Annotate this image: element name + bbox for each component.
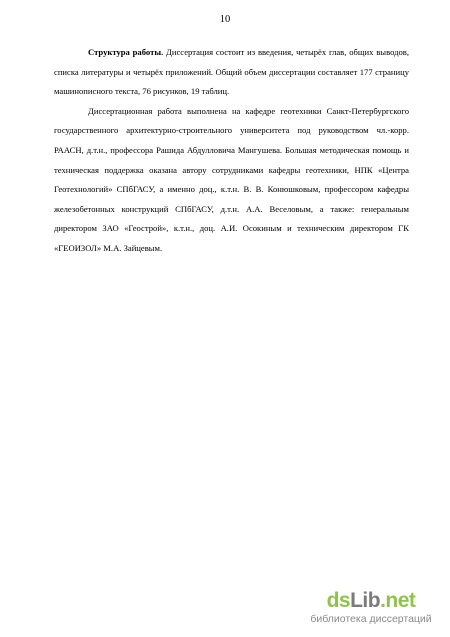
paragraph-lead-bold: Структура работы. — [88, 47, 164, 57]
dslib-logo — [306, 590, 436, 612]
document-body — [54, 43, 409, 259]
logo-part-ds: ds — [326, 589, 351, 612]
dslib-watermark — [306, 590, 436, 625]
paragraph-text: Диссертационная работа выполнена на кафедре геотехники Санкт-Петербургского государственного архитектурно-строительного университета под руководством чл.-корр. РААСН, д.т.н., профессора Рашида Абдулловича Мангушева. Большая методическая помощь и техническая поддержка оказана автору сотрудниками кафедры геотехники, НПК «Центра Геотехнологий» СПбГАСУ, а именно доц., к.т.н. В. В. Конюшковым, профессором кафедры железобетонных конструкций СПбГАСУ, д.т.н. А.А. Веселовым, а также: генеральным директором ЗАО «Геострой», к.т.н., доц. А.И. Осокиным и техническим директором ГК «ГЕОИЗОЛ» М.А. Зайцевым. — [54, 105, 409, 253]
paragraph-structure — [54, 43, 409, 102]
watermark-tagline: библиотека диссертаций — [310, 613, 432, 625]
logo-part-net: .net — [380, 589, 416, 612]
paragraph-text: Диссертация состоит из введения, четырёх глав, общих выводов, списка литературы и четырёх приложений. Общий объем диссертации составляет 177 страницу машинописного текста, 76 рисунков, 19 таблиц. — [54, 47, 409, 97]
page-number: 10 — [219, 14, 231, 25]
logo-part-lib: Lib — [350, 589, 381, 612]
paragraph-acknowledgements — [54, 102, 409, 259]
